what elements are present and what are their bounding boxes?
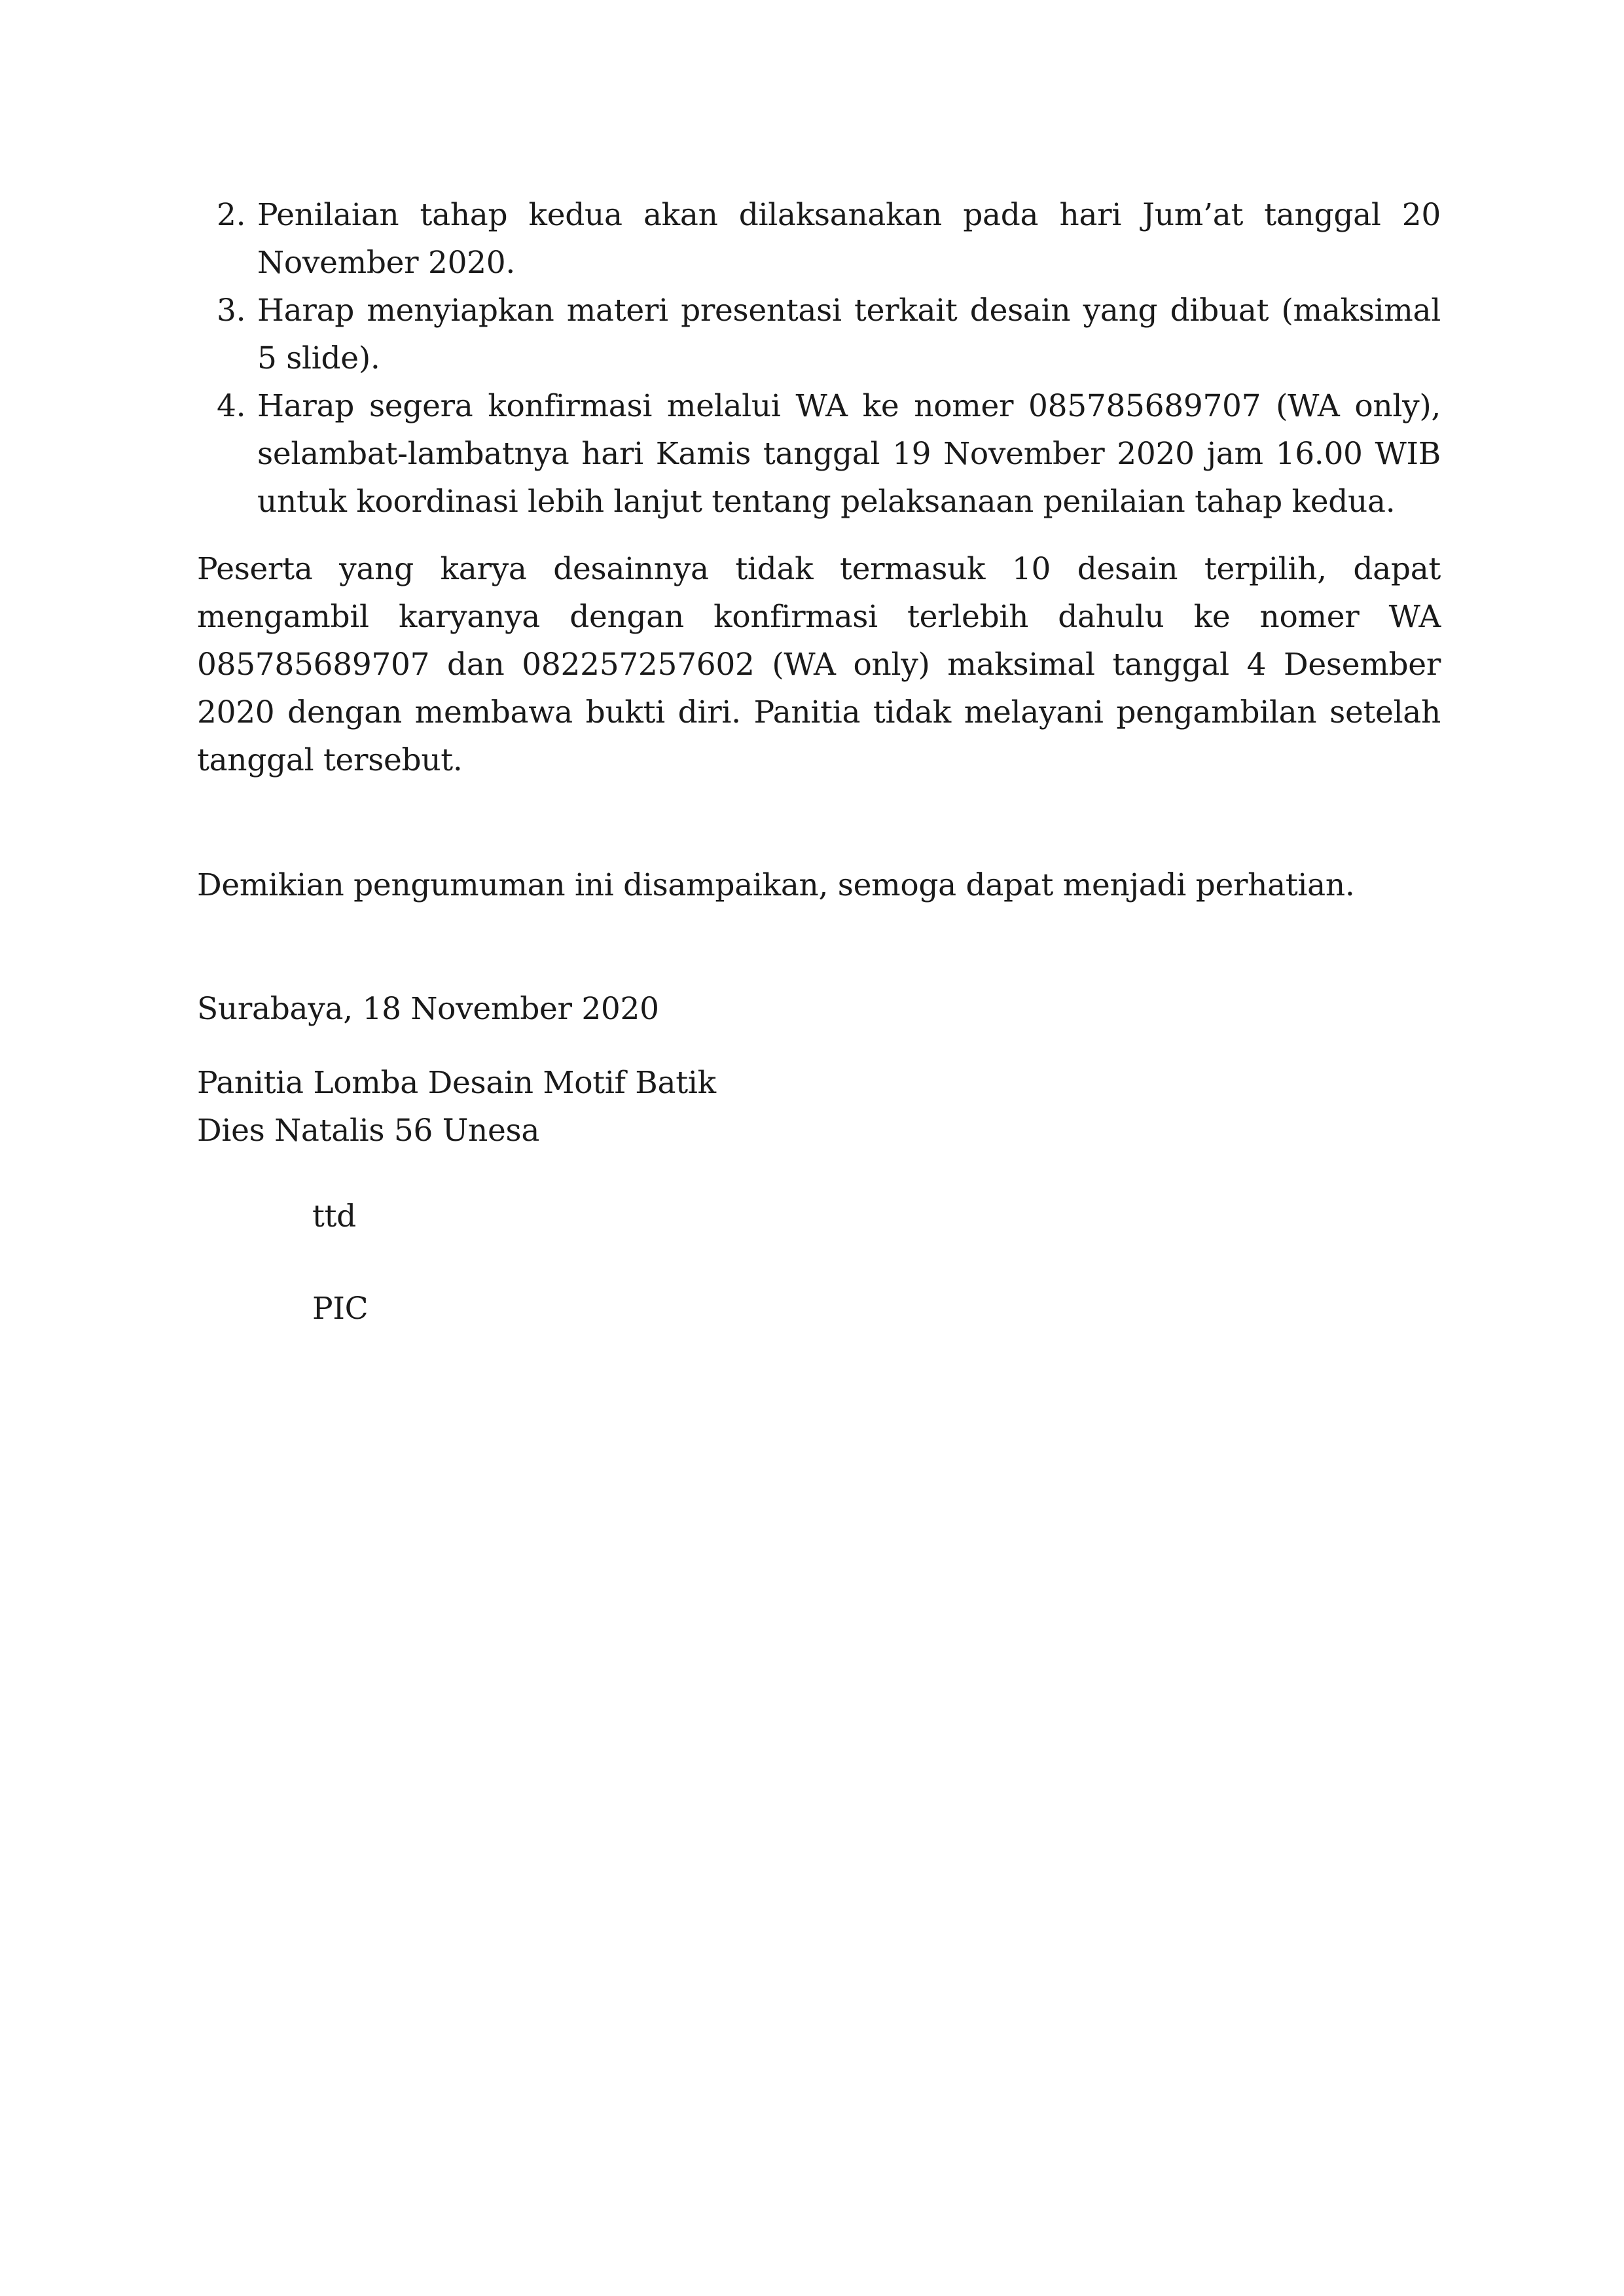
list-item — [197, 382, 1441, 526]
signature-note: ttd — [312, 1198, 356, 1234]
document-body — [197, 191, 1441, 1333]
list-item-number: 2. — [217, 197, 246, 233]
closing-paragraph: Demikian pengumuman ini disampaikan, semoga dapat menjadi perhatian. — [197, 867, 1355, 903]
signatory: PIC — [312, 1291, 369, 1327]
committee-name: Panitia Lomba Desain Motif Batik — [197, 1065, 716, 1101]
list-item-number: 4. — [217, 388, 246, 424]
committee-block — [197, 1059, 1441, 1155]
retrieval-paragraph: Peserta yang karya desainnya tidak termasuk 10 desain terpilih, dapat mengambil karyanya dengan konfirmasi terlebih dahulu ke nomer WA 085785689707 dan 082257257602 (WA only) maksimal tanggal 4 Desember 2020 dengan membawa bukti diri. Panitia tidak melayani pengambilan setelah tanggal tersebut. — [197, 551, 1441, 778]
list-item-number: 3. — [217, 293, 246, 329]
list-item-text: Harap segera konfirmasi melalui WA ke nomer 085785689707 (WA only), selambat-lambatnya hari Kamis tanggal 19 November 2020 jam 16.00 WIB untuk koordinasi lebih lanjut tentang pelaksanaan penilaian tahap kedua. — [257, 388, 1441, 520]
committee-event: Dies Natalis 56 Unesa — [197, 1113, 540, 1149]
list-item-text: Penilaian tahap kedua akan dilaksanakan pada hari Jum’at tanggal 20 November 2020. — [257, 197, 1441, 281]
list-item — [197, 287, 1441, 382]
numbered-list — [197, 191, 1441, 526]
list-item-text: Harap menyiapkan materi presentasi terkait desain yang dibuat (maksimal 5 slide). — [257, 293, 1441, 376]
list-item — [197, 191, 1441, 287]
place-date: Surabaya, 18 November 2020 — [197, 991, 659, 1027]
